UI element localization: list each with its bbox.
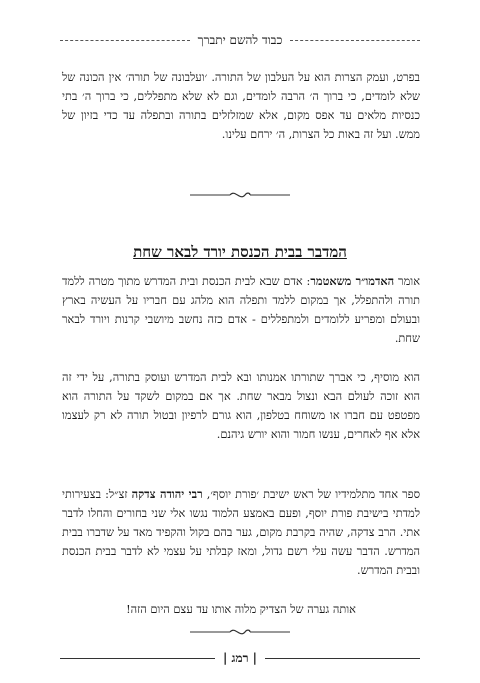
header-rule-right bbox=[290, 40, 420, 41]
divider-ornament-bottom bbox=[190, 626, 290, 638]
paragraph-1: בפרט, ועמק הצרות הוא על העלבון של התורה. ׳ועלבונה של תורה׳ אין הכונה של שלא לומדים, כי ברוך ה׳ הרבה לומדים, וגם לא שלא מתפללים, כי ברוך ה׳ בתי כנסיות מלאים עד אפס מקום, אלא שמזלזלים בתורה ובתפלה עד כדי בזיון של ממש. ועל זה באות כל הצרות, ה׳ ירחם עלינו. bbox=[62, 71, 420, 141]
paragraph-2 bbox=[62, 272, 420, 348]
paragraph-2-lead: אומר bbox=[394, 275, 420, 288]
paragraph-2-bold: האדמו״ר משאטמר bbox=[310, 274, 395, 288]
running-title: כבוד להשם יתברך bbox=[197, 32, 283, 47]
paragraph-2-rest: : אדם שבא לבית הכנסת ובית המדרש מתוך מטרה ללמד תורה ולהתפלל, אך במקום ללמד ותפלה הוא מלהג עם חבריו על העשיה בארץ ובעולם ומפריע ללומדים ולמתפללים - אדם כזה נחשב מיושבי קרנות ויורד לבאר שחת. bbox=[62, 275, 420, 345]
header-rule-left bbox=[60, 40, 190, 41]
paragraph-4-rest: זצ״ל: בצעירותי למדתי בישיבת פורת יוסף, ופעם באמצע הלמוד נגשו אלי שני בחורים והחלו לדבר אתי. הרב צדקה, שהיה בקרבת מקום, גער בהם בקול והקפיד מאד על שדברו בבית המדרש. הדבר עשה עלי רשם גדול, ומאז קבלתי על עצמי לא לדבר בבית הכנסת ובבית המדרש. bbox=[62, 488, 420, 577]
page-number: | רמג | bbox=[222, 650, 258, 665]
paragraph-3: הוא מוסיף, כי אברך שתורתו אמנותו ובא לבית המדרש ועוסק בתורה, על ידי זה הוא זוכה לעולם הבא ונצול מבאר שחת. אך אם במקום לשקד על התורה הוא מפטפט עם חברו או משוחח בטלפון, הוא גורם לרפיון ובטול תורה לא רק לעצמו אלא אף לאחרים, ענשו חמור והוא יורש גיהנם. bbox=[62, 371, 420, 441]
page-header bbox=[60, 30, 420, 50]
paragraph-4-lead: ספר אחד מתלמידיו של ראש ישיבת ׳פורת יוסף׳, bbox=[202, 488, 420, 501]
section-title: המדבר בבית הכנסת יורד לבאר שחת bbox=[133, 243, 347, 261]
paragraph-5: אותה גערה של הצדיק מלוה אותו עד עצם היום הזה! bbox=[126, 603, 356, 616]
footer-rule-right bbox=[265, 658, 420, 659]
page-footer bbox=[60, 648, 420, 668]
paragraph-4-bold: רבי יהודה צדקה bbox=[131, 487, 203, 501]
divider-ornament-top bbox=[190, 189, 290, 201]
paragraph-4 bbox=[62, 485, 420, 580]
footer-rule-left bbox=[60, 658, 215, 659]
